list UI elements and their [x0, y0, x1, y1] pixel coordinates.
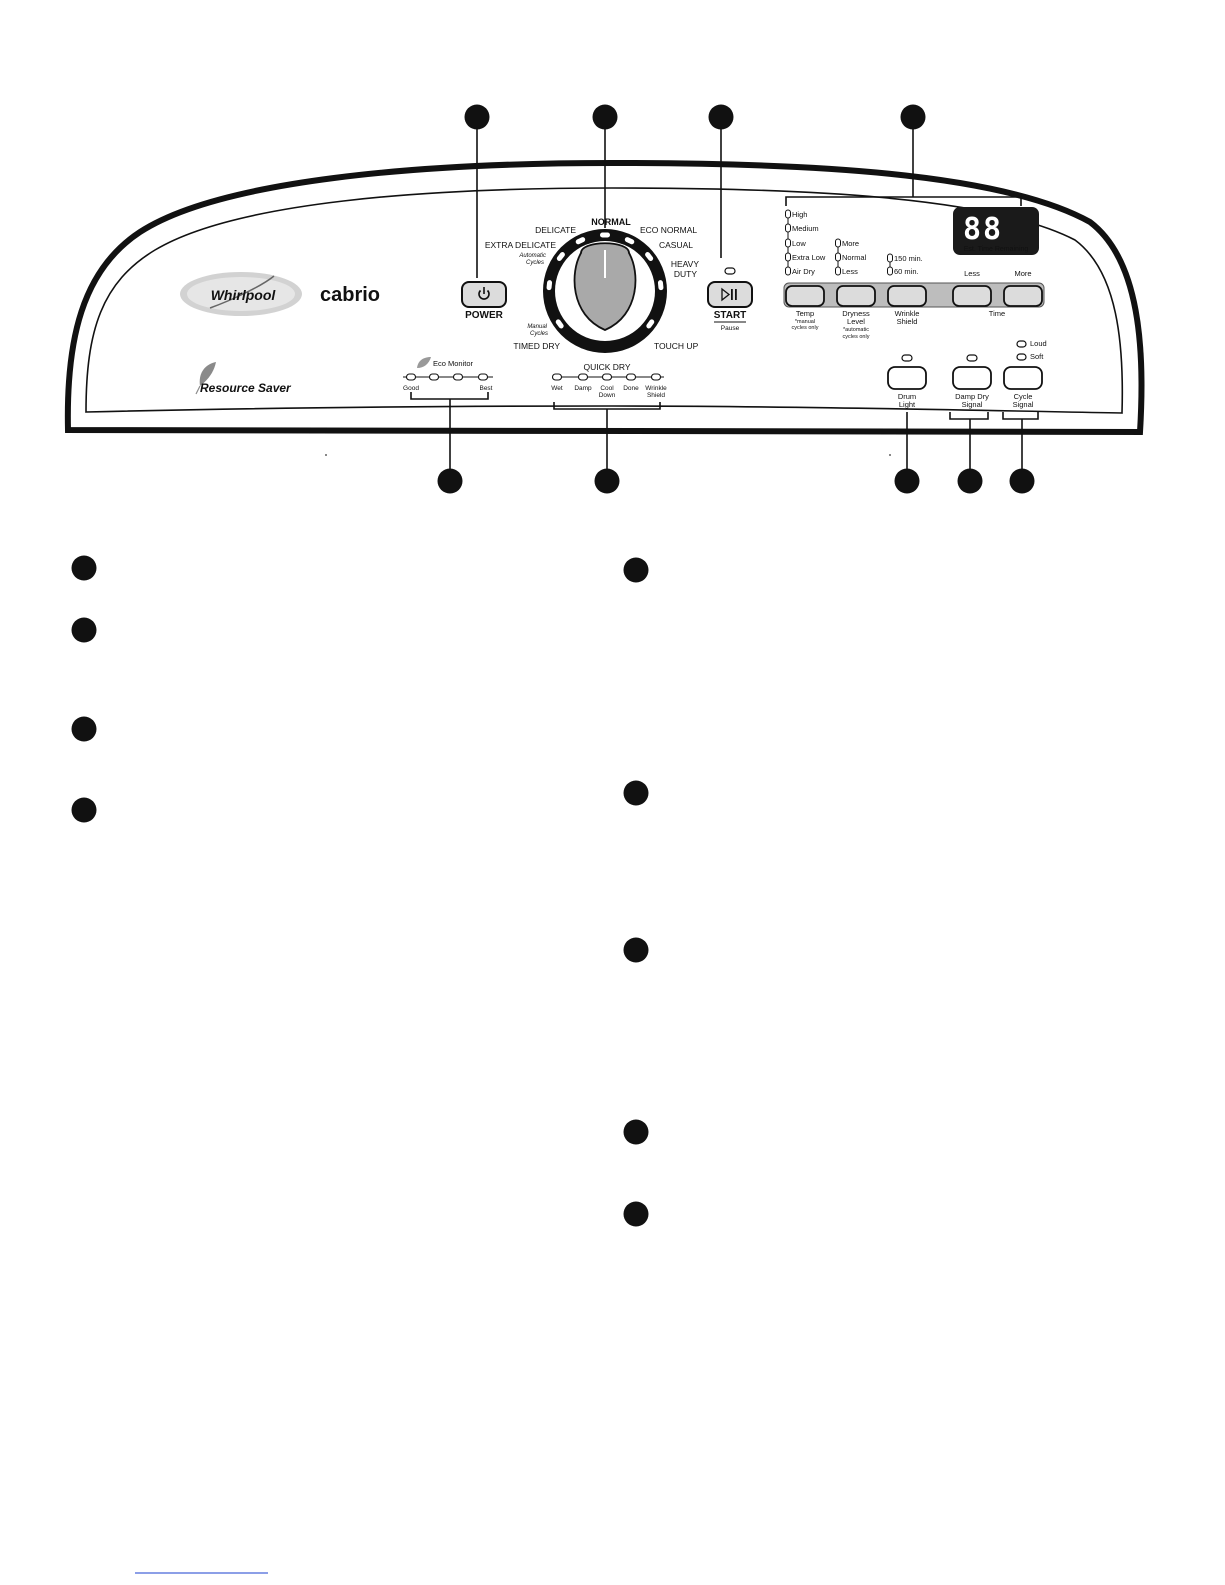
dial-label-manual-cycles: Cycles: [529, 331, 548, 337]
pause-label: Pause: [720, 325, 740, 332]
temp-led: [786, 224, 791, 232]
temp-led: [786, 210, 791, 218]
status-led: [579, 374, 588, 380]
legend-markers: [72, 556, 649, 1227]
cycle-signal-button[interactable]: [1004, 367, 1042, 389]
dial-label-quick-dry: QUICK DRY: [583, 362, 631, 372]
legend-marker: [72, 618, 97, 643]
drum-light-label-line1: Drum: [897, 392, 917, 401]
wrinkle-shield-button[interactable]: [888, 286, 926, 306]
drum-light-indicator: [902, 355, 912, 361]
status-label: Down: [598, 392, 616, 399]
dial-label-eco-normal: ECO NORMAL: [640, 225, 698, 235]
wrinkle-led: [888, 254, 893, 262]
temp-options: [786, 210, 826, 276]
wrinkle-label-line2: Shield: [896, 317, 918, 326]
callout-markers-top: [465, 105, 926, 130]
time-more-button[interactable]: [1004, 286, 1042, 306]
wrinkle-option: 60 min.: [894, 267, 919, 276]
legend-marker: [624, 938, 649, 963]
dryness-option: Normal: [842, 253, 867, 262]
temp-option: Low: [792, 239, 806, 248]
status-led: [553, 374, 562, 380]
dryness-options: [836, 239, 867, 276]
callout-marker: [1010, 469, 1035, 494]
dryness-label-line2: Level: [847, 317, 865, 326]
temp-option: Medium: [792, 224, 819, 233]
dial-label-automatic: Automatic: [519, 253, 546, 259]
damp-dry-label-line2: Signal: [961, 400, 983, 409]
callout-marker: [895, 469, 920, 494]
whirlpool-wordmark: Whirlpool: [210, 287, 276, 303]
callout-marker: [709, 105, 734, 130]
eco-monitor-title: Eco Monitor: [433, 359, 474, 368]
time-less-button[interactable]: [953, 286, 991, 306]
dial-label-automatic-cycles: Cycles: [525, 260, 544, 266]
drum-light-button[interactable]: [888, 367, 926, 389]
start-pause-button[interactable]: [708, 282, 752, 307]
resource-saver-logo: Resource Saver: [200, 381, 291, 395]
dial-label-delicate: DELICATE: [535, 225, 576, 235]
damp-dry-signal-button[interactable]: [953, 367, 991, 389]
dial-label-heavy: HEAVY: [670, 259, 699, 269]
dryness-led: [836, 239, 841, 247]
legend-marker: [624, 781, 649, 806]
power-button[interactable]: [462, 282, 506, 307]
dial-label-normal: NORMAL: [591, 217, 631, 227]
legend-marker: [624, 1120, 649, 1145]
status-label: Damp: [574, 385, 592, 392]
dryness-option: More: [842, 239, 860, 248]
eco-monitor-led: [407, 374, 416, 380]
callout-marker: [958, 469, 983, 494]
wrinkle-shield-options: [888, 254, 923, 276]
cycle-signal-loud-led: [1017, 341, 1026, 347]
time-less-label: Less: [964, 269, 980, 278]
wrinkle-label-line1: Wrinkle: [894, 309, 920, 318]
legend-marker: [624, 1202, 649, 1227]
eco-monitor-led: [430, 374, 439, 380]
legend-marker: [72, 717, 97, 742]
dryness-led: [836, 267, 841, 275]
time-remaining-display: [953, 207, 1039, 255]
dryness-note-line1: *automatic: [843, 327, 869, 333]
dryness-note-line2: cycles only: [842, 334, 870, 340]
legend-marker: [72, 556, 97, 581]
cycle-signal-label-line1: Cycle: [1013, 392, 1033, 401]
display-caption: Est. Time Remaining: [963, 246, 1029, 253]
dial-label-touch-up: TOUCH UP: [654, 341, 699, 351]
status-label: Wrinkle: [645, 385, 667, 392]
legend-marker: [624, 558, 649, 583]
callout-marker: [593, 105, 618, 130]
temp-led: [786, 253, 791, 261]
eco-monitor-led: [479, 374, 488, 380]
whirlpool-logo: [180, 272, 302, 316]
cycle-status-indicators: [551, 374, 667, 399]
dryness-level-button[interactable]: [837, 286, 875, 306]
temp-option: Air Dry: [792, 267, 815, 276]
temp-note-line1: *manual: [794, 319, 816, 325]
eco-leaf-icon: [417, 357, 431, 368]
status-led: [627, 374, 636, 380]
cycle-selector-dial[interactable]: [543, 229, 667, 353]
time-label: Time: [988, 309, 1006, 318]
dial-label-extra-delicate: EXTRA DELICATE: [484, 240, 556, 250]
wrinkle-option: 150 min.: [894, 254, 923, 263]
dryness-option: Less: [842, 267, 858, 276]
temp-label: Temp: [795, 309, 815, 318]
eco-monitor-led: [454, 374, 463, 380]
dial-label-casual: CASUAL: [659, 240, 694, 250]
display-digits: 88: [962, 212, 1004, 247]
cycle-signal-soft-label: Soft: [1030, 352, 1044, 361]
damp-dry-indicator: [967, 355, 977, 361]
dial-label-timed-dry: TIMED DRY: [513, 341, 560, 351]
drum-light-label-line2: Light: [898, 400, 916, 409]
eco-monitor-best: Best: [479, 385, 493, 392]
temp-button[interactable]: [786, 286, 824, 306]
dial-cycle-tick: [600, 233, 610, 238]
callout-marker: [901, 105, 926, 130]
dial-label-manual: Manual: [527, 324, 547, 330]
status-led: [603, 374, 612, 380]
panel-mark: [889, 454, 891, 456]
dial-label-duty: DUTY: [673, 269, 697, 279]
cycle-signal-soft-led: [1017, 354, 1026, 360]
eco-monitor-good: Good: [403, 385, 419, 392]
status-label: Wet: [551, 385, 563, 392]
damp-dry-label-line1: Damp Dry: [955, 392, 989, 401]
callout-marker: [465, 105, 490, 130]
callout-markers-bottom: [438, 469, 1035, 494]
cabrio-logo: cabrio: [320, 284, 381, 306]
status-label: Done: [623, 385, 639, 392]
cycle-signal-label-line2: Signal: [1012, 400, 1034, 409]
dryness-led: [836, 253, 841, 261]
temp-option: High: [792, 210, 808, 219]
start-status-light: [725, 268, 735, 274]
power-label: POWER: [465, 310, 503, 321]
temp-note-line2: cycles only: [791, 325, 819, 331]
legend-marker: [72, 798, 97, 823]
callout-marker: [595, 469, 620, 494]
panel-mark: [325, 454, 327, 456]
cycle-signal-loud-label: Loud: [1030, 339, 1047, 348]
temp-option: Extra Low: [792, 253, 826, 262]
temp-led: [786, 267, 791, 275]
start-label: START: [713, 310, 747, 321]
status-label: Cool: [600, 385, 614, 392]
status-led: [652, 374, 661, 380]
time-more-label: More: [1014, 269, 1032, 278]
wrinkle-led: [888, 267, 893, 275]
status-label: Shield: [646, 392, 666, 399]
dryness-label-line1: Dryness: [842, 309, 870, 318]
callout-marker: [438, 469, 463, 494]
temp-led: [786, 239, 791, 247]
